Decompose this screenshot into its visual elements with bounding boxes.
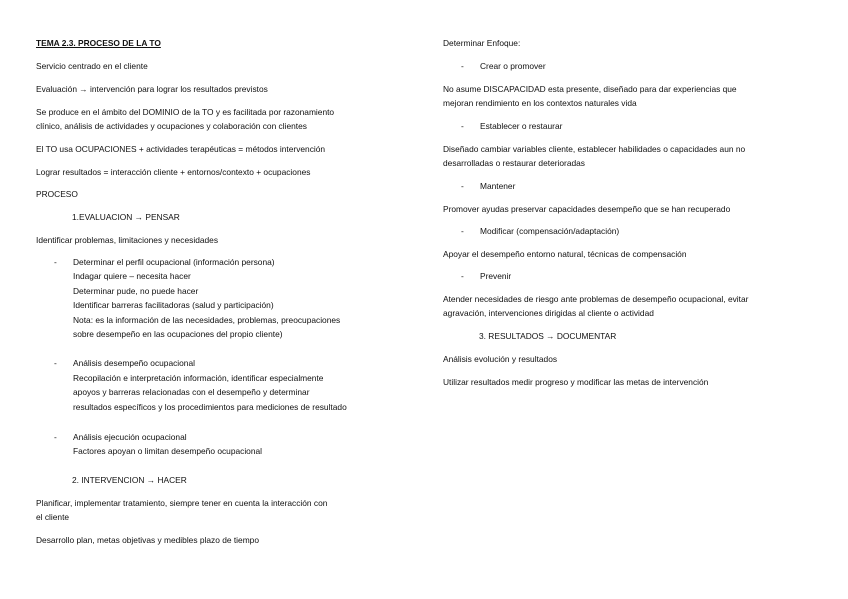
paragraph: Determinar Enfoque: [443, 38, 521, 48]
bullet-dash: - [461, 226, 464, 236]
paragraph-line: clínico, análisis de actividades y ocupaciones y colaboración con clientes [36, 121, 307, 131]
paragraph-line: Diseñado cambiar variables cliente, establecer habilidades o capacidades aun no [443, 144, 746, 154]
paragraph-line: desarrolladas o restaurar deterioradas [443, 158, 585, 168]
section-heading: PROCESO [36, 189, 78, 199]
bullet-line: Análisis desempeño ocupacional [73, 358, 195, 368]
bullet-line: Análisis ejecución ocupacional [73, 432, 187, 442]
bullet-line: Determinar el perfil ocupacional (información persona) [73, 257, 275, 267]
paragraph-line: Atender necesidades de riesgo ante problemas de desempeño ocupacional, evitar [443, 294, 749, 304]
paragraph: Evaluación → intervención para lograr los resultados previstos [36, 84, 268, 94]
paragraph: Análisis evolución y resultados [443, 354, 558, 364]
paragraph-line: No asume DISCAPACIDAD esta presente, diseñado para dar experiencias que [443, 84, 737, 94]
paragraph-line: agravación, intervenciones dirigidas al cliente o actividad [443, 308, 654, 318]
bullet-line: resultados específicos y los procedimientos para mediciones de resultado [73, 402, 347, 412]
bullet-dash: - [54, 358, 57, 368]
bullet-line: Recopilación e interpretación información, identificar especialmente [73, 373, 324, 383]
paragraph: Servicio centrado en el cliente [36, 61, 148, 71]
bullet-line: Factores apoyan o limitan desempeño ocupacional [73, 446, 263, 456]
paragraph-line: Se produce en el ámbito del DOMINIO de la TO y es facilitada por razonamiento [36, 107, 335, 117]
paragraph-line: mejoran rendimiento en los contextos naturales vida [443, 98, 637, 108]
paragraph: Apoyar el desempeño entorno natural, técnicas de compensación [443, 249, 687, 259]
bullet-line: Mantener [480, 181, 516, 191]
paragraph: Promover ayudas preservar capacidades desempeño que se han recuperado [443, 204, 731, 214]
paragraph: El TO usa OCUPACIONES + actividades terapéuticas = métodos intervención [36, 144, 326, 154]
paragraph: Lograr resultados = interacción cliente + entornos/contexto + ocupaciones [36, 167, 311, 177]
bullet-dash: - [461, 121, 464, 131]
bullet-line: Identificar barreras facilitadoras (salud y participación) [73, 300, 274, 310]
bullet-dash: - [461, 61, 464, 71]
bullet-line: apoyos y barreras relacionadas con el desempeño y determinar [73, 387, 310, 397]
bullet-dash: - [461, 271, 464, 281]
paragraph: Identificar problemas, limitaciones y necesidades [36, 235, 219, 245]
bullet-line: Modificar (compensación/adaptación) [480, 226, 620, 236]
paragraph-line: Planificar, implementar tratamiento, siempre tener en cuenta la interacción con [36, 498, 328, 508]
step-heading: 3. RESULTADOS → DOCUMENTAR [479, 331, 617, 341]
paragraph-line: el cliente [36, 512, 70, 522]
bullet-line: Determinar pude, no puede hacer [73, 286, 199, 296]
bullet-line: Prevenir [480, 271, 512, 281]
step-heading: 2. INTERVENCION → HACER [72, 475, 187, 485]
bullet-line: Establecer o restaurar [480, 121, 563, 131]
step-heading: 1.EVALUACION → PENSAR [72, 212, 180, 222]
bullet-line: Crear o promover [480, 61, 546, 71]
bullet-line: sobre desempeño en las ocupaciones del propio cliente) [73, 329, 283, 339]
bullet-line: Nota: es la información de las necesidades, problemas, preocupaciones [73, 315, 341, 325]
bullet-dash: - [461, 181, 464, 191]
bullet-line: Indagar quiere – necesita hacer [73, 271, 191, 281]
document-title: TEMA 2.3. PROCESO DE LA TO [36, 38, 161, 48]
paragraph: Desarrollo plan, metas objetivas y medibles plazo de tiempo [36, 535, 259, 545]
bullet-dash: - [54, 257, 57, 267]
paragraph: Utilizar resultados medir progreso y modificar las metas de intervención [443, 377, 709, 387]
bullet-dash: - [54, 432, 57, 442]
